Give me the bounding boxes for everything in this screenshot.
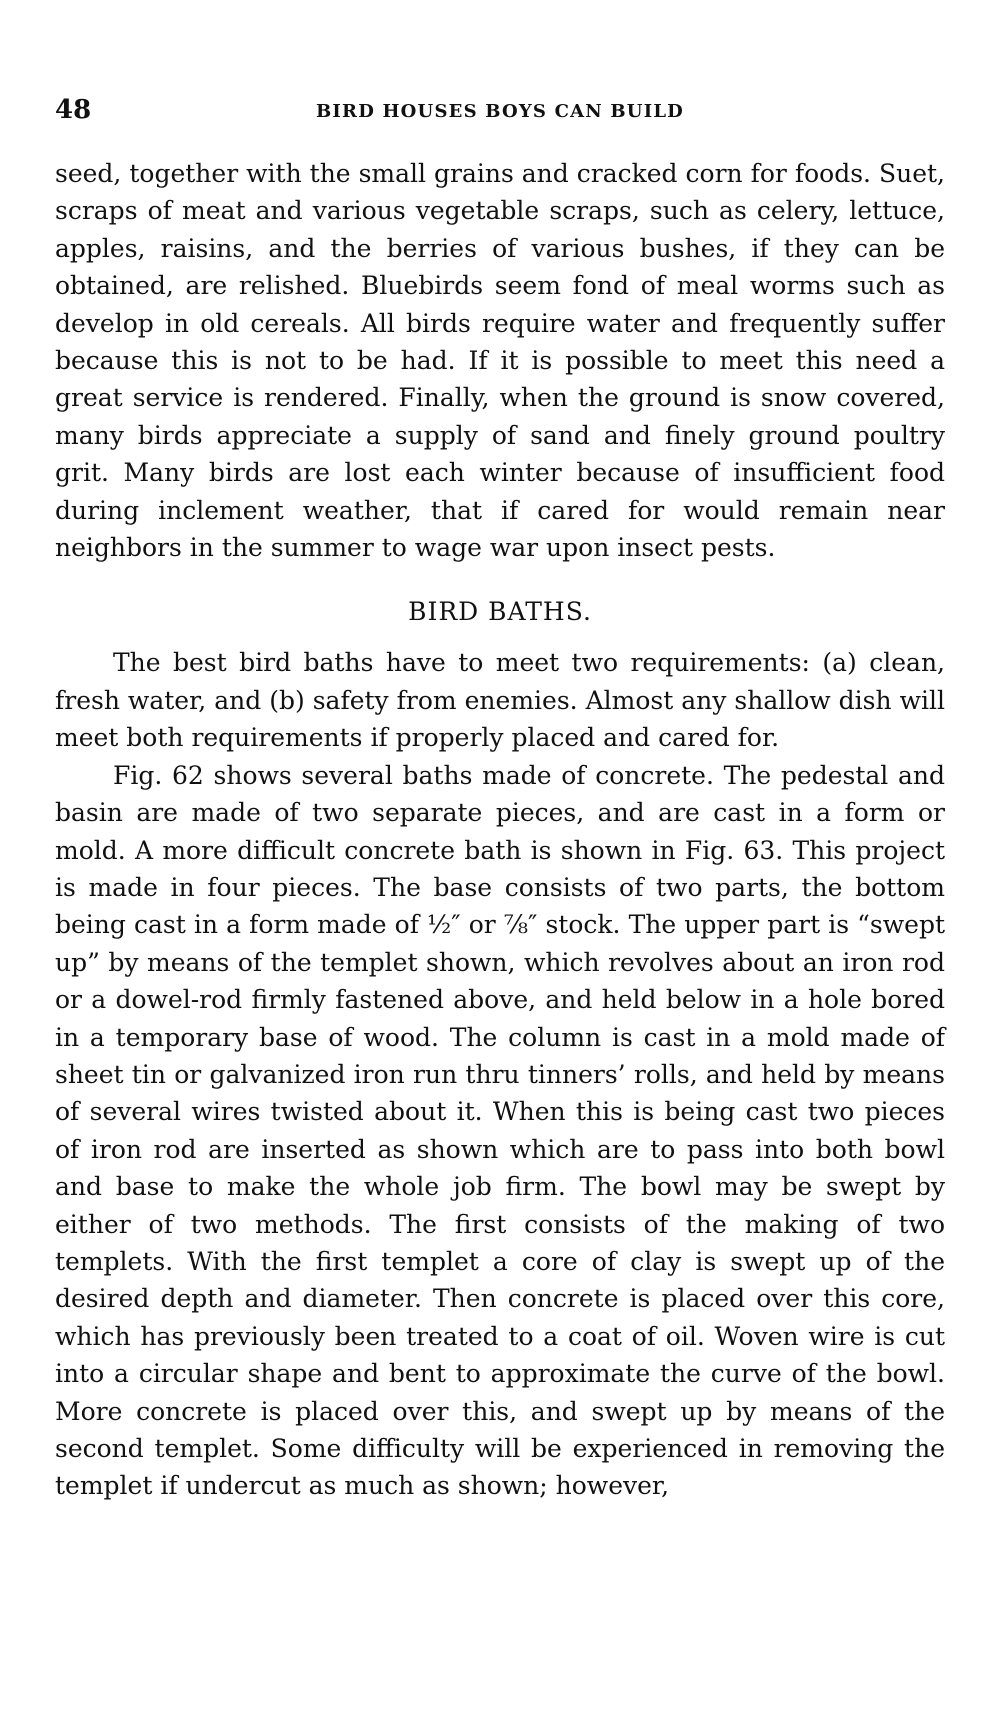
paragraph-concrete-baths: Fig. 62 shows several baths made of concrete. The pedestal and basin are made of two separate pieces, and are cast in a form or mold. A more difficult concrete bath is shown in Fig. 63. This project is made in four pieces. The base consists of two parts, the bottom being cast in a form made of ½″ or ⅞″ stock. The upper part is “swept up” by means of the templet shown, which revolves about an iron rod or a dowel-rod firmly fastened above, and held below in a hole bored in a temporary base of wood. The column is cast in a mold made of sheet tin or galvanized iron run thru tinners’ rolls, and held by means of several wires twisted about it. When this is being cast two pieces of iron rod are inserted as shown which are to pass into both bowl and base to make the whole job firm. The bowl may be swept by either of two methods. The first consists of the making of two templets. With the first templet a core of clay is swept up of the desired depth and diameter. Then concrete is placed over this core, which has previously been treated to a coat of oil. Woven wire is cut into a circular shape and bent to approximate the curve of the bowl. More concrete is placed over this, and swept up by means of the second templet. Some difficulty will be experienced in removing the templet if undercut as much as shown; however, [55,760,945,1501]
body-text [55,155,945,1505]
paragraph-food: seed, together with the small grains and cracked corn for foods. Suet, scraps of meat and various vegetable scraps, such as celery, lettuce, apples, raisins, and the berries of various bushes, if they can be obtained, are relished. Bluebirds seem fond of meal worms such as develop in old cereals. All birds require water and frequently suffer because this is not to be had. If it is possible to meet this need a great service is rendered. Finally, when the ground is snow covered, many birds appreciate a supply of sand and finely ground poultry grit. Many birds are lost each winter because of insufficient food during inclement weather, that if cared for would remain near neighbors in the summer to wage war upon insect pests. [55,159,945,563]
book-page [55,95,945,1505]
section-heading-bird-baths: BIRD BATHS. [408,597,592,627]
page-number: 48 [55,95,92,125]
running-title: BIRD HOUSES BOYS CAN BUILD [316,101,684,122]
paragraph-requirements: The best bird baths have to meet two requirements: (a) clean, fresh water, and (b) safety from enemies. Almost any shallow dish will meet both requirements if properly placed and cared for. [55,648,945,753]
running-head [55,95,945,135]
